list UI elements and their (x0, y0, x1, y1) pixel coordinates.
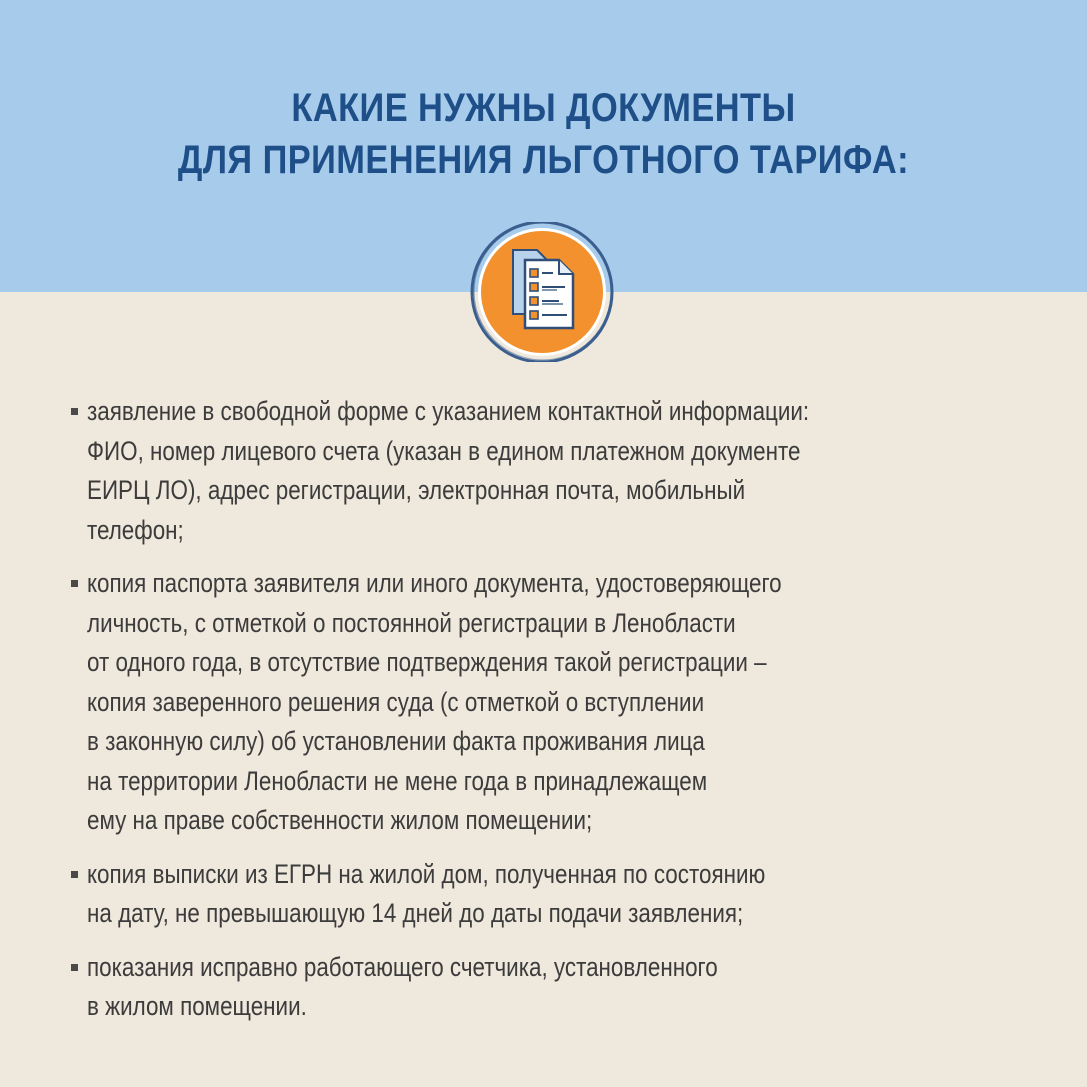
list-item (66, 855, 1066, 934)
bullet-marker (71, 871, 78, 878)
documents-list (66, 392, 1066, 1041)
bullet-marker (71, 408, 78, 415)
title-line-2: ДЛЯ ПРИМЕНЕНИЯ ЛЬГОТНОГО ТАРИФА: (177, 138, 910, 182)
title-line-1: КАКИЕ НУЖНЫ ДОКУМЕНТЫ (291, 86, 796, 130)
list-item (66, 948, 1066, 1027)
document-checklist-icon (467, 222, 617, 362)
list-item-text: копия выписки из ЕГРН на жилой дом, полученная по состоянию на дату, не превышающую 14 дней до даты подачи заявления; (87, 858, 766, 928)
list-item-text: копия паспорта заявителя или иного документа, удостоверяющего личность, с отметкой о постоянной регистрации в Ленобласти от одного года, в отсутствие подтверждения такой регистрации – копия заверенного решения суда (с отметкой о вступлении в законную силу) об установлении факта проживания лица на территории Ленобласти не мене года в принадлежащем ему на праве собственности жилом помещении; (87, 568, 782, 835)
page-title (76, 82, 1011, 186)
bullet-marker (71, 580, 78, 587)
list-item (66, 564, 1066, 841)
bullet-marker (71, 964, 78, 971)
list-item-text: показания исправно работающего счетчика, установленного в жилом помещении. (87, 951, 718, 1021)
list-item-text: заявление в свободной форме с указанием контактной информации: ФИО, номер лицевого счета (указан в едином платежном документе ЕИРЦ ЛО), адрес регистрации, электронная почта, мобильный телефон; (87, 396, 810, 545)
list-item (66, 392, 1066, 550)
